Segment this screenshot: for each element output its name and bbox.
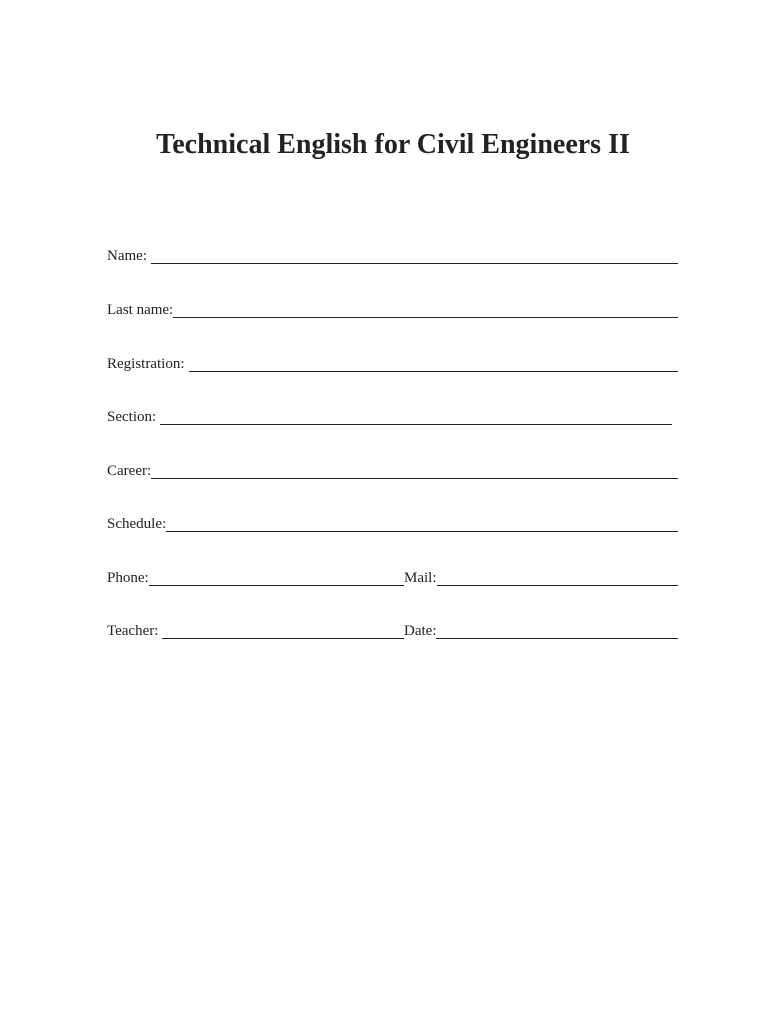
registration-field — [107, 354, 678, 374]
mail-blank-line[interactable] — [437, 585, 679, 586]
schedule-label: Schedule: — [107, 516, 167, 532]
teacher-field — [107, 621, 404, 641]
mail-field — [404, 568, 678, 588]
schedule-field — [107, 514, 678, 534]
section-label: Section: — [107, 409, 157, 425]
teacher-date-row — [107, 621, 678, 641]
section-blank-line[interactable] — [160, 424, 672, 425]
name-blank-line[interactable] — [151, 263, 678, 264]
teacher-blank-line[interactable] — [162, 638, 404, 639]
name-label: Name: — [107, 248, 147, 264]
phone-mail-row — [107, 568, 678, 588]
date-field — [404, 621, 678, 641]
date-label: Date: — [404, 623, 437, 639]
name-field — [107, 246, 678, 266]
document-title: Technical English for Civil Engineers II — [156, 129, 630, 160]
mail-label: Mail: — [404, 570, 437, 586]
phone-label: Phone: — [107, 570, 149, 586]
registration-blank-line[interactable] — [189, 371, 679, 372]
last-name-blank-line[interactable] — [173, 317, 678, 318]
date-blank-line[interactable] — [436, 638, 678, 639]
career-field — [107, 461, 678, 481]
career-blank-line[interactable] — [151, 478, 678, 479]
section-field — [107, 407, 678, 427]
registration-label: Registration: — [107, 356, 185, 372]
last-name-label: Last name: — [107, 302, 174, 318]
teacher-label: Teacher: — [107, 623, 159, 639]
phone-field — [107, 568, 404, 588]
phone-blank-line[interactable] — [149, 585, 404, 586]
schedule-blank-line[interactable] — [166, 531, 678, 532]
career-label: Career: — [107, 463, 152, 479]
last-name-field — [107, 300, 678, 320]
